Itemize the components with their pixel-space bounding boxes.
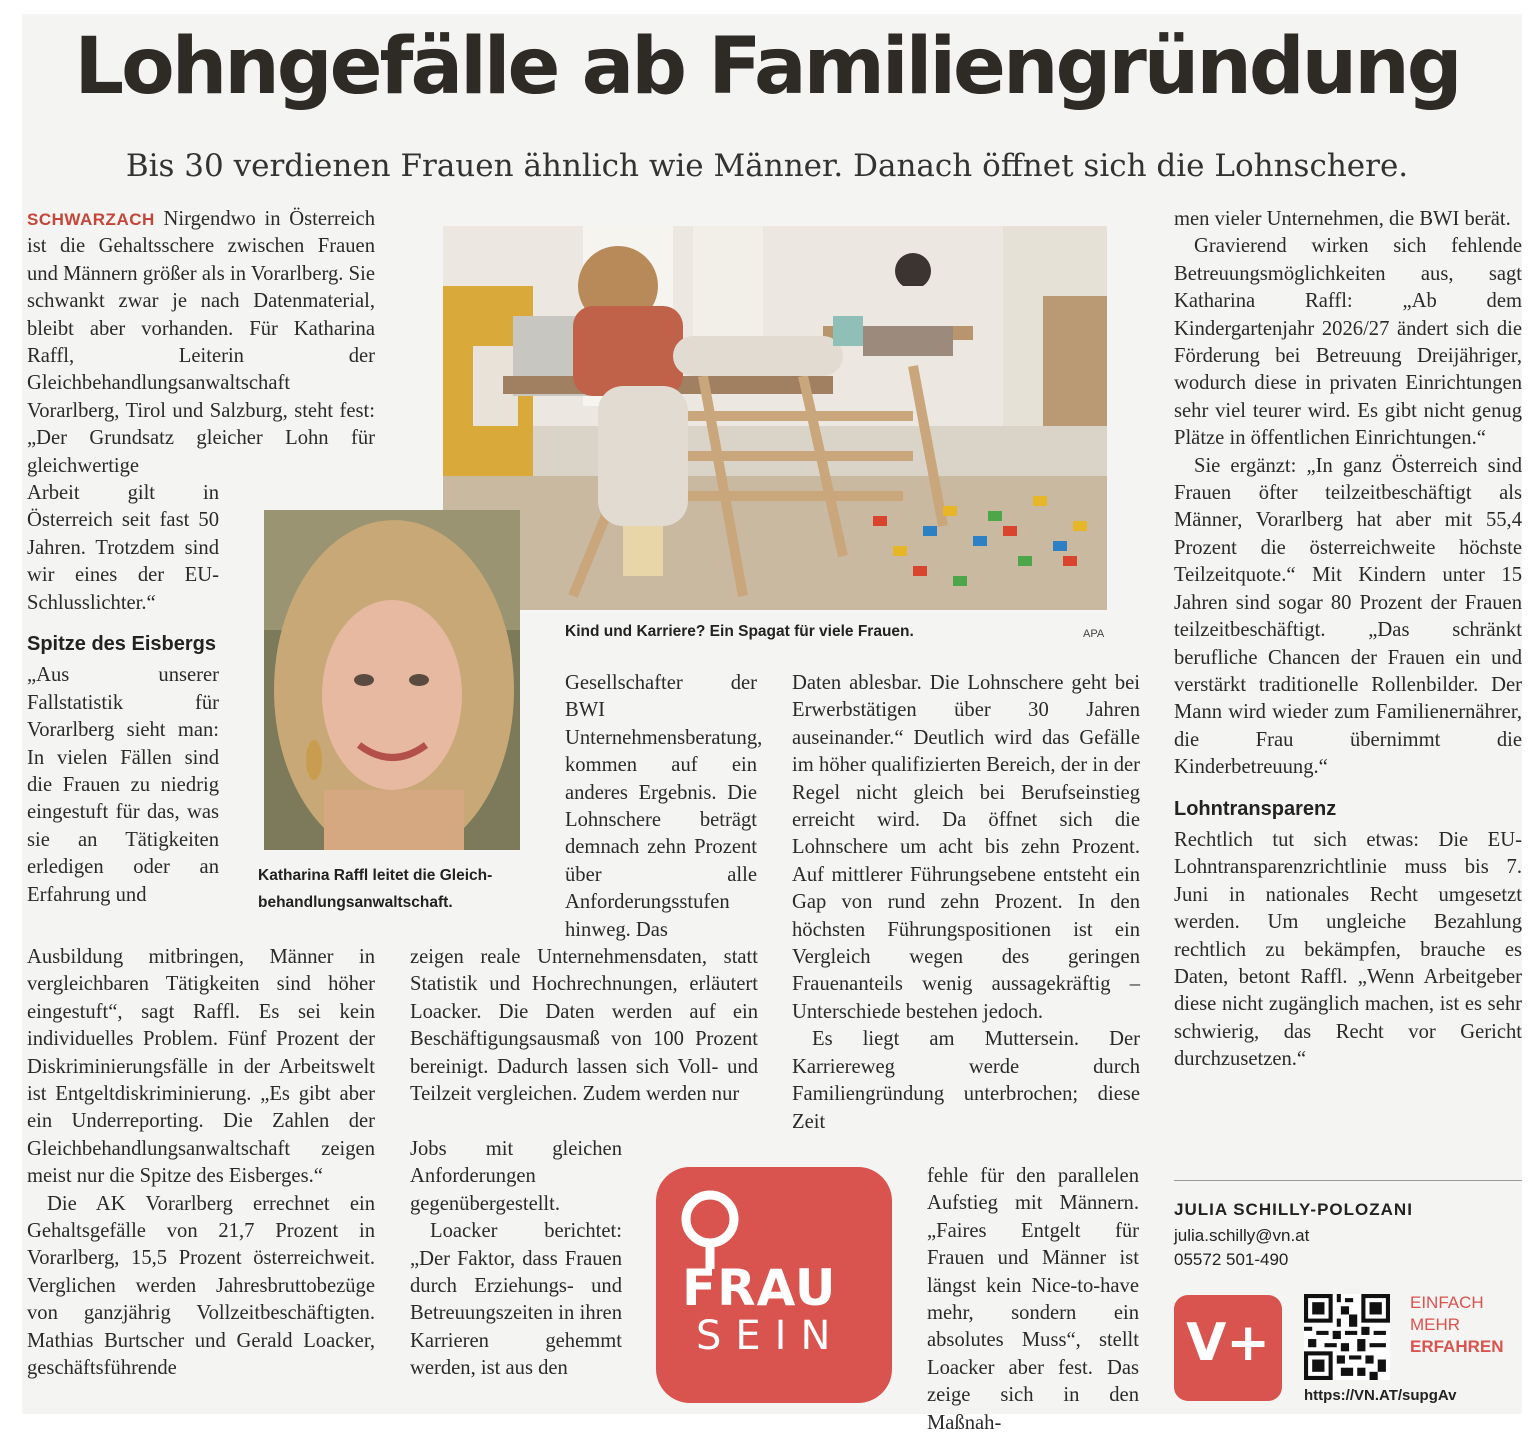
frau-sein-line-1: FRAU: [682, 1259, 837, 1317]
col1-paragraph-1: Nirgendwo in Österreich ist die Gehaltsschere zwischen Frauen und Männern größer als in Vorarlberg. Sie schwankt zwar je nach Datenmaterial, bleibt aber vorhanden. Für Katharina Raffl, Leiterin der Gleichbehandlungsanwaltschaft Vorarlberg, Tirol und Salzburg, steht fest: „Der Grundsatz gleicher Lohn für gleichwertige: [27, 208, 375, 477]
column-3-upper: [792, 670, 1140, 1136]
col2-paragraph-a: Gesellschafter der BWI Unternehmensberatung, kommen auf ein anderes Ergebnis. Die Lohnschere beträgt demnach zehn Prozent über alle Anforderungsstufen hinweg. Das: [565, 672, 763, 941]
byline-divider: [1174, 1180, 1522, 1181]
main-photo: [443, 226, 1107, 610]
author-name: JULIA SCHILLY-POLOZANI: [1174, 1200, 1413, 1219]
portrait-photo: [264, 510, 520, 850]
vplus-tagline-1: EINFACH: [1410, 1293, 1484, 1312]
vplus-tagline-3: ERFAHREN: [1410, 1337, 1504, 1356]
main-photo-caption: Kind und Karriere? Ein Spagat für viele Frauen.: [565, 623, 914, 640]
col4-paragraph-a: men vieler Unternehmen, die BWI berät.: [1174, 208, 1511, 230]
column-4: [1174, 206, 1522, 1074]
column-1-lower: [27, 944, 375, 1383]
frau-sein-line-2: SEIN: [696, 1313, 845, 1359]
column-1-narrow: [27, 480, 219, 909]
column-2-middle: [410, 944, 758, 1108]
photo-credit: APA: [1083, 628, 1105, 640]
col2-paragraph-c: Jobs mit gleichen Anforderungen gegenübergestellt.: [410, 1138, 622, 1215]
vplus-badge[interactable]: [1174, 1295, 1282, 1401]
column-3-lower: [927, 1163, 1139, 1437]
col1-paragraph-1b: Arbeit gilt in Österreich seit fast 50 Jahren. Trotzdem sind wir eines der EU-Schlusslichter.“: [27, 482, 219, 614]
col4-paragraph-b: Gravierend wirken sich fehlende Betreuungsmöglichkeiten aus, sagt Katharina Raffl: „Ab dem Kindergartenjahr 2026/27 ändert sich die Förderung bei Betreuung Dreijähriger, wodurch diese in privaten Einrichtungen sehr viel teurer wird. Es gibt nicht genug Plätze in öffentlichen Einrichtungen.“: [1174, 235, 1522, 450]
vplus-tagline-2: MEHR: [1410, 1315, 1461, 1334]
vplus-badge-label: V+: [1186, 1313, 1270, 1373]
col3-paragraph-a: Daten ablesbar. Die Lohnschere geht bei Erwerbstätigen über 30 Jahren auseinander.“ Deutlich wird das Gefälle im höher qualifizierten Bereich, der in der Regel nicht gleich bei Berufseinstieg erreicht wird. Da öffnet sich die Lohnschere um acht bis zehn Prozent. Auf mittlerer Führungsebene entsteht ein Gap von rund zehn Prozent. In den höchsten Führungspositionen ist ein Vergleich wegen des geringen Frauenanteils wenig aussagekräftig – Unterschiede bestehen jedoch.: [792, 672, 1140, 1023]
headline: Lohngefälle ab Familiengründung: [74, 22, 1460, 112]
dateline: SCHWARZACH: [27, 210, 155, 229]
portrait-caption-line-1: Katharina Raffl leitet die Gleich-: [258, 867, 493, 884]
col2-paragraph-d: Loacker berichtet: „Der Faktor, dass Frauen durch Erziehungs- und Betreuungszeiten in ihren Karrieren gehemmt werden, ist aus den: [410, 1220, 622, 1380]
child-climbing-photo: [443, 226, 1107, 610]
byline: [1174, 1200, 1522, 1272]
column-2-lower: [410, 1136, 622, 1383]
portrait-caption: [258, 862, 528, 916]
column-1: [27, 206, 375, 480]
column-2-upper: [565, 670, 763, 944]
col2-paragraph-b: zeigen reale Unternehmensdaten, statt Statistik und Hochrechnungen, erläutert Loacker. Die Daten werden auf ein Beschäftigungsausmaß von 100 Prozent bereinigt. Dadurch lassen sich Voll- und Teilzeit vergleichen. Zudem werden nur: [410, 946, 758, 1106]
vplus-url[interactable]: https://VN.AT/supgAv: [1304, 1387, 1457, 1404]
col4-paragraph-d: Rechtlich tut sich etwas: Die EU-Lohntransparenzrichtlinie muss bis 7. Juni in nationales Recht umgesetzt werden. Um ungleiche Bezahlung rechtlich zu bekämpfen, brauche es Daten, betont Raffl. „Wenn Arbeitgeber diese nicht zugänglich machen, ist es sehr schwierig, das Recht vor Gericht durchzusetzen.“: [1174, 828, 1522, 1071]
col4-paragraph-c: Sie ergänzt: „In ganz Österreich sind Frauen öfter teilzeitbeschäftigt als Männer, Vorarlberg hat aber mit 55,4 Prozent die österreichweite höchste Teilzeitquote.“ Mit Kindern unter 15 Jahren sind sogar 80 Prozent der Frauen teilzeitbeschäftigt. „Das schränkt berufliche Chancen der Frauen ein und verstärkt traditionelle Rollenbilder. Der Mann wird wieder zum Familienernährer, die Frau übernimmt die Kinderbetreuung.“: [1174, 454, 1522, 779]
qr-code-icon[interactable]: [1304, 1294, 1390, 1380]
col3-paragraph-c: fehle für den parallelen Aufstieg mit Männern. „Faires Entgelt für Frauen und Männer ist längst kein Nice-to-have mehr, sondern ein absolutes Muss“, stellt Loacker aber fest. Das zeige sich in den Maßnah-: [927, 1165, 1139, 1434]
author-phone: 05572 501-490: [1174, 1250, 1289, 1269]
portrait-katharina-raffl: [264, 510, 520, 850]
author-email[interactable]: julia.schilly@vn.at: [1174, 1226, 1310, 1245]
subhead-spitze: Spitze des Eisbergs: [27, 633, 216, 656]
col3-paragraph-b: Es liegt am Muttersein. Der Karriereweg werde durch Familiengründung unterbrochen; diese Zeit: [792, 1028, 1140, 1133]
col1-paragraph-2a: „Aus unserer Fallstatistik für Vorarlberg sieht man: In vielen Fällen sind die Frauen zu niedrig eingestuft für das, was sie an Tätigkeiten erledigen oder an Erfahrung und: [27, 664, 219, 906]
portrait-caption-line-2: behandlungsanwaltschaft.: [258, 894, 453, 911]
frau-sein-logo: [656, 1167, 892, 1403]
subhead-lohntransparenz: Lohntransparenz: [1174, 797, 1337, 820]
col1-paragraph-2b: Ausbildung mitbringen, Männer in vergleichbaren Tätigkeiten sind höher eingestuft“, sagt Raffl. Es sei kein individuelles Problem. Fünf Prozent der Diskriminierungsfälle in der Arbeitswelt ist Entgeltdiskriminierung. „Es gibt aber ein Underreporting. Die Zahlen der Gleichbehandlungsanwaltschaft zeigen meist nur die Spitze des Eisberges.“: [27, 946, 375, 1188]
col1-paragraph-3: Die AK Vorarlberg errechnet ein Gehaltsgefälle von 21,7 Prozent in Vorarlberg, 15,5 Prozent österreichweit. Verglichen werden Jahresbruttobezüge von ganzjährig Vollzeitbeschäftigten. Mathias Burtscher und Gerald Loacker, geschäftsführende: [27, 1192, 375, 1380]
vplus-tagline: [1410, 1292, 1504, 1358]
subheadline: Bis 30 verdienen Frauen ähnlich wie Männer. Danach öffnet sich die Lohnschere.: [125, 148, 1409, 184]
